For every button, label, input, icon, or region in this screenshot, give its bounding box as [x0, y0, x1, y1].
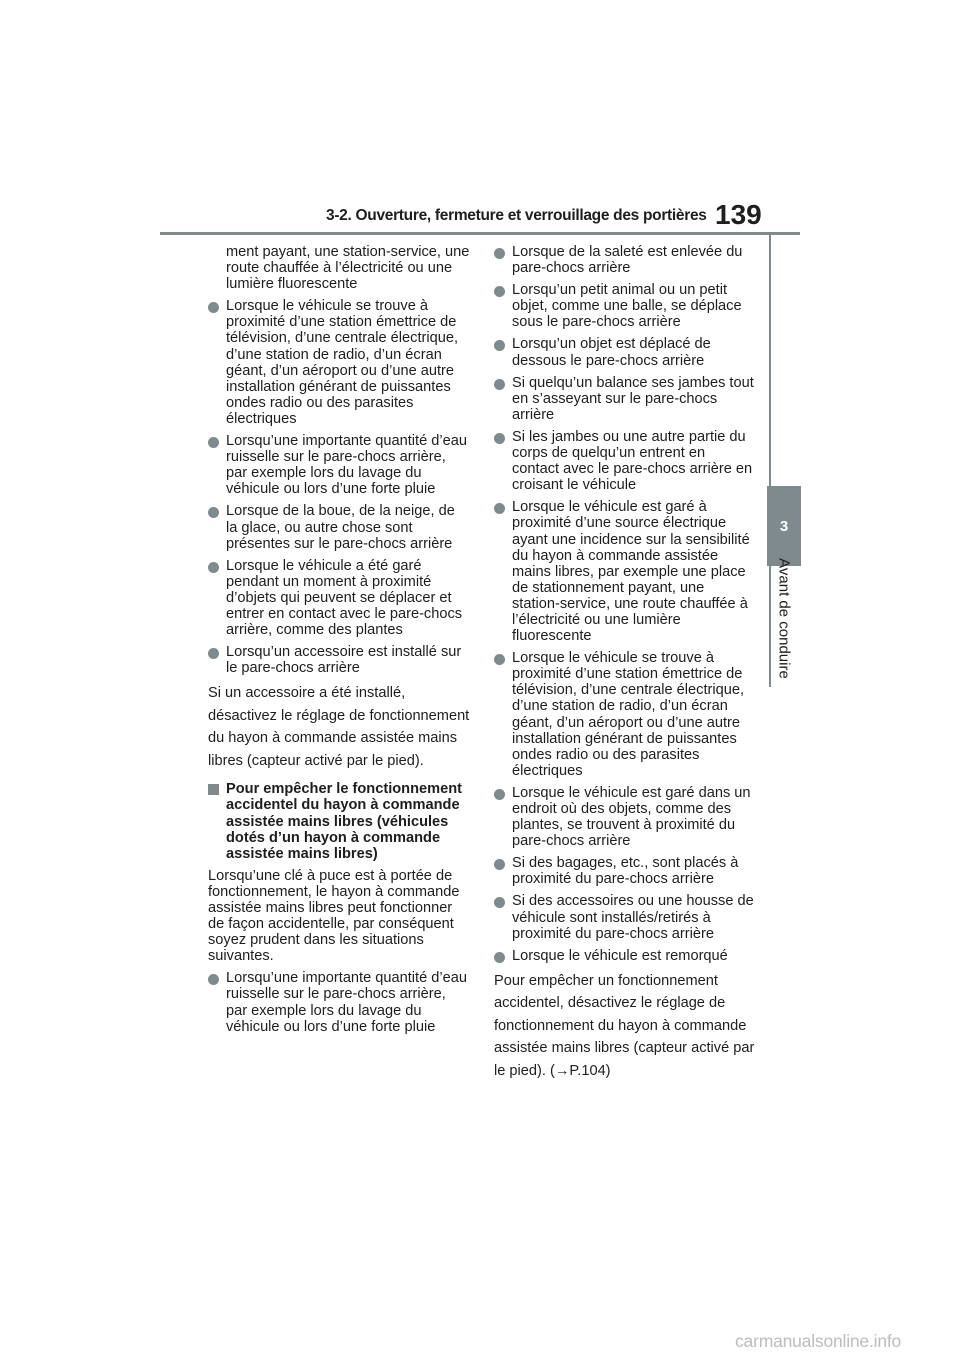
list-item — [494, 499, 756, 644]
chapter-tab — [767, 486, 801, 566]
watermark: carmanualsonline.info — [735, 1331, 902, 1351]
list-item-text: Lorsqu’un petit animal ou un petit objet, comme une balle, se déplace sous le pare-chocs arrière — [512, 282, 742, 331]
list-item — [208, 433, 470, 497]
bullet-icon — [494, 952, 505, 963]
bullet-icon — [494, 379, 505, 390]
intro-paragraph: Lorsqu’une clé à puce est à portée de fonctionnement, le hayon à commande assistée mains libres peut fonctionner de façon accidentelle, par conséquent soyez prudent dans les situations suivantes. — [208, 867, 460, 965]
list-item — [208, 970, 470, 1034]
left-column — [208, 244, 470, 1041]
list-item-text: Lorsque de la saleté est enlevée du pare-chocs arrière — [512, 244, 743, 277]
list-item-text: Lorsqu’un accessoire est installé sur le pare-chocs arrière — [226, 644, 462, 677]
list-item — [494, 650, 756, 779]
bullet-icon — [208, 648, 219, 659]
list-item — [494, 785, 756, 849]
bullet-icon — [494, 859, 505, 870]
list-item — [494, 855, 756, 887]
subheading-text: Pour empêcher le fonctionnement accidentel du hayon à commande assistée mains libres (véhicules dotés d’un hayon à commande assistée mains libres) — [226, 781, 462, 862]
bullet-icon — [494, 340, 505, 351]
closing-paragraph: Pour empêcher un fonctionnement accidentel, désactivez le réglage de fonctionnement du hayon à commande assistée mains libres (capteur activé par le pied). (→P.104) — [494, 972, 755, 1079]
list-item-text: Lorsqu’une importante quantité d’eau ruisselle sur le pare-chocs arrière, par exemple lors du lavage du véhicule ou lors d’une forte pluie — [226, 433, 467, 498]
list-item — [208, 503, 470, 551]
list-item-text: Lorsque le véhicule est remorqué — [512, 947, 728, 964]
right-column — [494, 244, 756, 1091]
bullet-icon — [208, 302, 219, 313]
list-item — [494, 429, 756, 493]
list-item-text: Lorsque le véhicule est garé à proximité d’une source électrique ayant une incidence sur la sensibilité du hayon à commande assistée mains libres, par exemple une place de stationnement payant, une station-service, une route chauffée à l’électricité ou une lumière fluorescente — [512, 499, 750, 645]
bullet-icon — [208, 507, 219, 518]
page-number: 139 — [715, 199, 762, 230]
list-item-text: Lorsque le véhicule se trouve à proximité d’une station émettrice de télévision, d’une centrale électrique, d’une station de radio, d’un écran géant, d’un aéroport ou d’une autre installation générant de puissantes ondes radio ou des parasites électriques — [512, 650, 745, 779]
list-item — [494, 336, 756, 368]
bullet-icon — [494, 286, 505, 297]
bullet-icon — [208, 974, 219, 985]
chapter-title: Avant de conduire — [775, 558, 793, 679]
side-divider — [769, 232, 771, 687]
list-item-text: Lorsqu’un objet est déplacé de dessous le pare-chocs arrière — [512, 336, 711, 369]
chapter-number: 3 — [779, 517, 789, 535]
bullet-icon — [494, 503, 505, 514]
list-item-text: Si des bagages, etc., sont placés à proximité du pare-chocs arrière — [512, 855, 739, 888]
bullet-icon — [494, 433, 505, 444]
bullet-icon — [494, 897, 505, 908]
list-item-text: Lorsque le véhicule se trouve à proximité d’une station émettrice de télévision, d’une centrale électrique, d’une station de radio, d’un écran géant, d’un aéroport ou d’une autre installation générant de puissantes ondes radio ou des parasites électriques — [226, 298, 459, 427]
list-item-text: Si les jambes ou une autre partie du corps de quelqu’un entrent en contact avec le pare-chocs arrière en croisant le véhicule — [512, 428, 753, 494]
square-bullet-icon — [208, 784, 219, 795]
list-item-text: Si des accessoires ou une housse de véhicule sont installés/retirés à proximité du pare-chocs arrière — [512, 893, 754, 942]
list-item — [494, 244, 756, 276]
bullet-icon — [208, 437, 219, 448]
list-item — [208, 298, 470, 427]
bullet-icon — [494, 248, 505, 259]
accessory-note: Si un accessoire a été installé, désactivez le réglage de fonctionnement du hayon à commande assistée mains libres (capteur activé par le pied). — [208, 685, 470, 769]
list-item — [494, 948, 756, 964]
list-item — [208, 644, 470, 676]
list-item-text: Lorsque le véhicule a été garé pendant un moment à proximité d’objets qui peuvent se déplacer et entrer en contact avec le pare-chocs arrière, comme des plantes — [226, 557, 463, 639]
list-item — [494, 282, 756, 330]
list-item-text: Lorsque de la boue, de la neige, de la glace, ou autre chose sont présentes sur le pare-chocs arrière — [226, 503, 455, 552]
continuation-text: ment payant, une station-service, une route chauffée à l’électricité ou une lumière fluorescente — [226, 244, 470, 293]
list-item-text: Si quelqu’un balance ses jambes tout en s’asseyant sur le pare-chocs arrière — [512, 374, 754, 423]
list-item — [494, 893, 756, 941]
bullet-icon — [494, 654, 505, 665]
header-divider — [160, 232, 800, 235]
bullet-icon — [208, 562, 219, 573]
bullet-icon — [494, 789, 505, 800]
list-item — [208, 558, 470, 638]
subheading — [208, 781, 470, 861]
list-item — [494, 375, 756, 423]
list-item-text: Lorsqu’une importante quantité d’eau ruisselle sur le pare-chocs arrière, par exemple lors du lavage du véhicule ou lors d’une forte pluie — [226, 970, 467, 1035]
section-title: 3-2. Ouverture, fermeture et verrouillage des portières — [326, 207, 707, 224]
list-item-text: Lorsque le véhicule est garé dans un endroit où des objets, comme des plantes, se trouvent à proximité du pare-chocs arrière — [512, 784, 751, 850]
